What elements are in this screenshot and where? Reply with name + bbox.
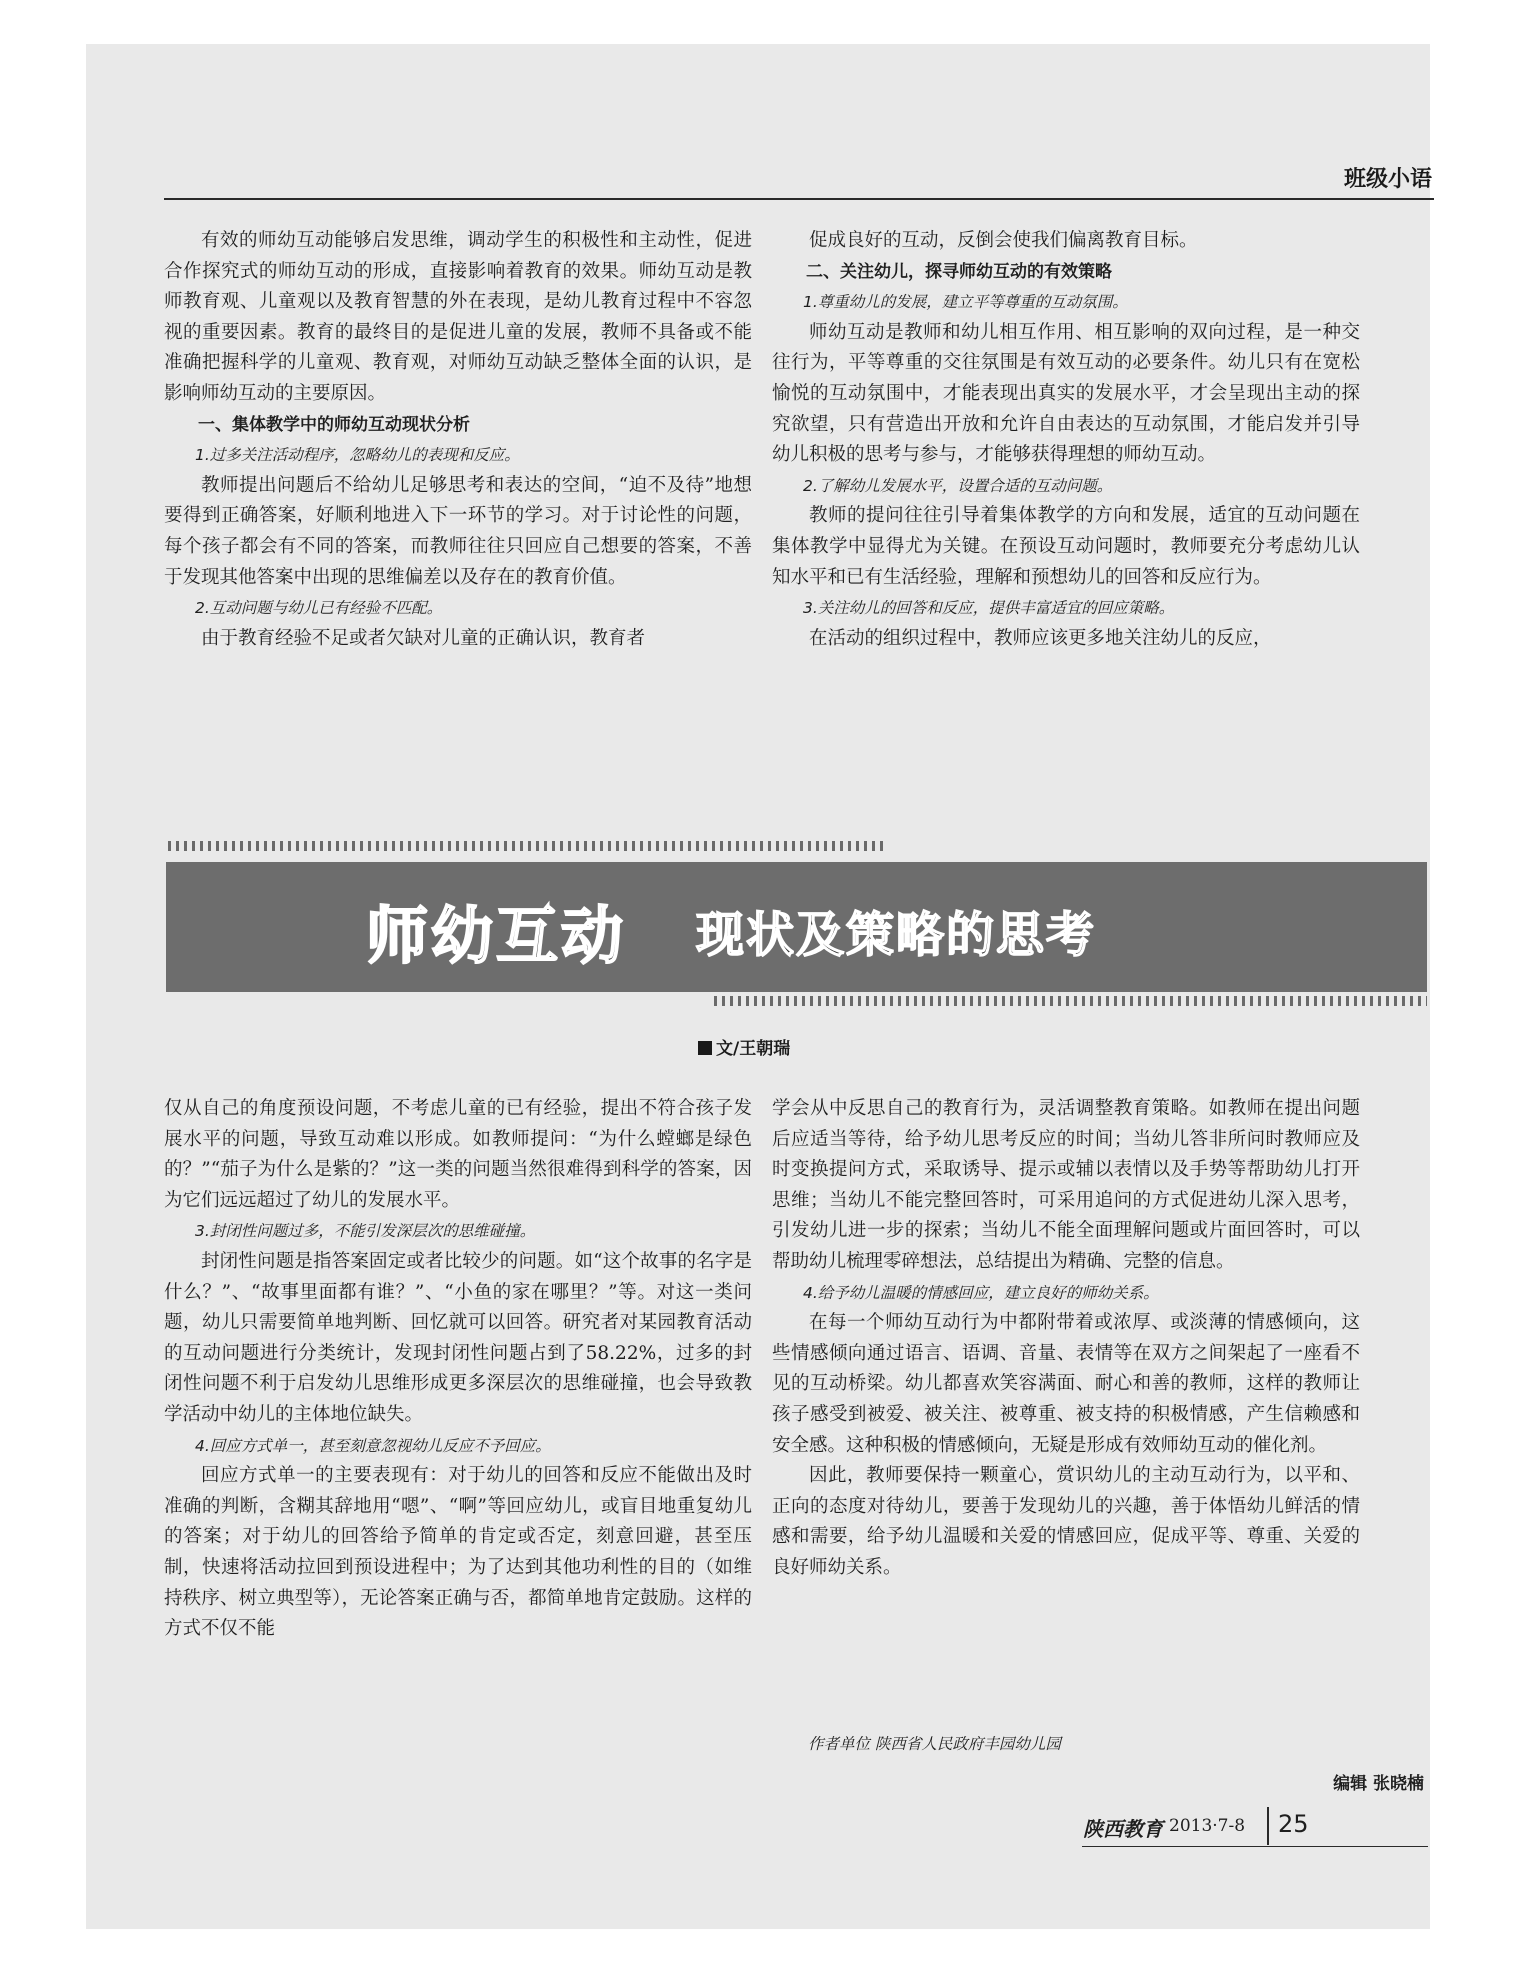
page-sheet [86,44,1430,1929]
body-paragraph: 有效的师幼互动能够启发思维，调动学生的积极性和主动性，促进合作探究式的师幼互动的形成，直接影响着教育的效果。师幼互动是教师教育观、儿童观以及教育智慧的外在表现，是幼儿教育过程中不容忽视的重要因素。教育的最终目的是促进儿童的发展，教师不具备或不能准确把握科学的儿童观、教育观，对师幼互动缺乏整体全面的认识，是影响师幼互动的主要原因。 [164,230,752,404]
column-upper-right [772,226,1360,654]
body-paragraph: 仅从自己的角度预设问题，不考虑儿童的已有经验，提出不符合孩子发展水平的问题，导致互动难以形成。如教师提问：“为什么螳螂是绿色的？”“茄子为什么是紫的？”这一类的问题当然很难得到科学的答案，因为它们远远超过了幼儿的发展水平。 [164,1098,752,1211]
body-paragraph: 促成良好的互动，反倒会使我们偏离教育目标。 [809,230,1198,251]
body-paragraph: 因此，教师要保持一颗童心，赏识幼儿的主动互动行为，以平和、正向的态度对待幼儿，要善于发现幼儿的兴趣，善于体悟幼儿鲜活的情感和需要，给予幼儿温暖和关爱的情感回应，促成平等、尊重、关爱的良好师幼关系。 [772,1465,1360,1578]
subsection-heading: 1.尊重幼儿的发展，建立平等尊重的互动氛围。 [803,293,1128,312]
body-paragraph: 回应方式单一的主要表现有：对于幼儿的回答和反应不能做出及时准确的判断，含糊其辞地用“嗯”、“啊”等回应幼儿，或盲目地重复幼儿的答案；对于幼儿的回答给予简单的肯定或否定，刻意回避，甚至压制，快速将活动拉回到预设进程中；为了达到其他功利性的目的（如维持秩序、树立典型等），无论答案正确与否，都简单地肯定鼓励。这样的方式不仅不能 [164,1465,752,1640]
article-title-rest: 现状及策略的思考 [696,907,1097,963]
section-heading: 二、关注幼儿，探寻师幼互动的有效策略 [806,261,1112,282]
subsection-heading: 4.给予幼儿温暖的情感回应，建立良好的师幼关系。 [803,1283,1159,1302]
author-unit: 作者单位 陕西省人民政府丰园幼儿园 [808,1735,1061,1753]
byline-square-icon [698,1041,712,1055]
footer-divider [1267,1807,1269,1845]
subsection-heading: 2.互动问题与幼儿已有经验不匹配。 [195,599,443,618]
header-rule [164,198,1434,200]
section-heading: 一、集体教学中的师幼互动现状分析 [198,414,470,435]
body-paragraph: 由于教育经验不足或者欠缺对儿童的正确认识，教育者 [201,627,646,649]
body-paragraph: 封闭性问题是指答案固定或者比较少的问题。如“这个故事的名字是什么？”、“故事里面都有谁？”、“小鱼的家在哪里？”等。对这一类问题，幼儿只需要简单地判断、回忆就可以回答。研究者对某园教育活动的互动问题进行分类统计，发现封闭性问题占到了58.22%，过多的封闭性问题不利于启发幼儿思维形成更多深层次的思维碰撞，也会导致教学活动中幼儿的主体地位缺失。 [164,1250,752,1425]
body-paragraph: 教师的提问往往引导着集体教学的方向和发展，适宜的互动问题在集体教学中显得尤为关键。在预设互动问题时，教师要充分考虑幼儿认知水平和已有生活经验，理解和预想幼儿的回答和反应行为。 [772,505,1360,588]
article-title-emphasis: 师幼互动 [366,899,627,972]
banner-tick-bar-bottom [714,996,1427,1006]
body-paragraph: 在活动的组织过程中，教师应该更多地关注幼儿的反应， [809,627,1272,649]
footer-rule [1082,1846,1428,1847]
column-lower-left [164,1094,752,1645]
subsection-heading: 1.过多关注活动程序，忽略幼儿的表现和反应。 [195,446,520,465]
subsection-heading: 3.封闭性问题过多，不能引发深层次的思维碰撞。 [195,1222,536,1241]
body-paragraph: 在每一个师幼互动行为中都附带着或浓厚、或淡薄的情感倾向，这些情感倾向通过语言、语调、音量、表情等在双方之间架起了一座看不见的互动桥梁。幼儿都喜欢笑容满面、耐心和善的教师，这样的教师让孩子感受到被爱、被关注、被尊重、被支持的积极情感，产生信赖感和安全感。这种积极的情感倾向，无疑是形成有效师幼互动的催化剂。 [772,1312,1360,1456]
section-label: 班级小语 [1343,167,1432,192]
body-paragraph: 教师提出问题后不给幼儿足够思考和表达的空间，“迫不及待”地想要得到正确答案，好顺利地进入下一环节的学习。对于讨论性的问题，每个孩子都会有不同的答案，而教师往往只回应自己想要的答案，不善于发现其他答案中出现的思维偏差以及存在的教育价值。 [164,474,752,588]
column-upper-left [164,226,752,654]
body-paragraph: 师幼互动是教师和幼儿相互作用、相互影响的双向过程，是一种交往行为，平等尊重的交往氛围是有效互动的必要条件。幼儿只有在宽松愉悦的互动氛围中，才能表现出真实的发展水平，才会呈现出主动的探究欲望，只有营造出开放和允许自由表达的互动氛围，才能启发并引导幼儿积极的思考与参与，才能够获得理想的师幼互动。 [772,321,1360,466]
subsection-heading: 2.了解幼儿发展水平，设置合适的互动问题。 [803,476,1113,495]
byline [698,1034,790,1059]
banner-tick-bar-top [168,841,886,851]
subsection-heading: 3.关注幼儿的回答和反应，提供丰富适宜的回应策略。 [803,599,1175,618]
publication-logo: 陕西教育 [1083,1817,1163,1841]
subsection-heading: 4.回应方式单一，甚至刻意忽视幼儿反应不予回应。 [195,1436,551,1455]
page-number: 25 [1278,1810,1309,1838]
column-lower-right [772,1094,1360,1584]
byline-text: 文/王朝瑞 [716,1039,791,1059]
issue-date: 2013·7-8 [1169,1816,1246,1836]
body-paragraph: 学会从中反思自己的教育行为，灵活调整教育策略。如教师在提出问题后应适当等待，给予幼儿思考反应的时间；当幼儿答非所问时教师应及时变换提问方式，采取诱导、提示或辅以表情以及手势等帮助幼儿打开思维；当幼儿不能完整回答时，可采用追问的方式促进幼儿深入思考，引发幼儿进一步的探索；当幼儿不能全面理解问题或片面回答时，可以帮助幼儿梳理零碎想法，总结提出为精确、完整的信息。 [772,1098,1360,1272]
editor-credit: 编辑 张晓楠 [1333,1774,1424,1794]
